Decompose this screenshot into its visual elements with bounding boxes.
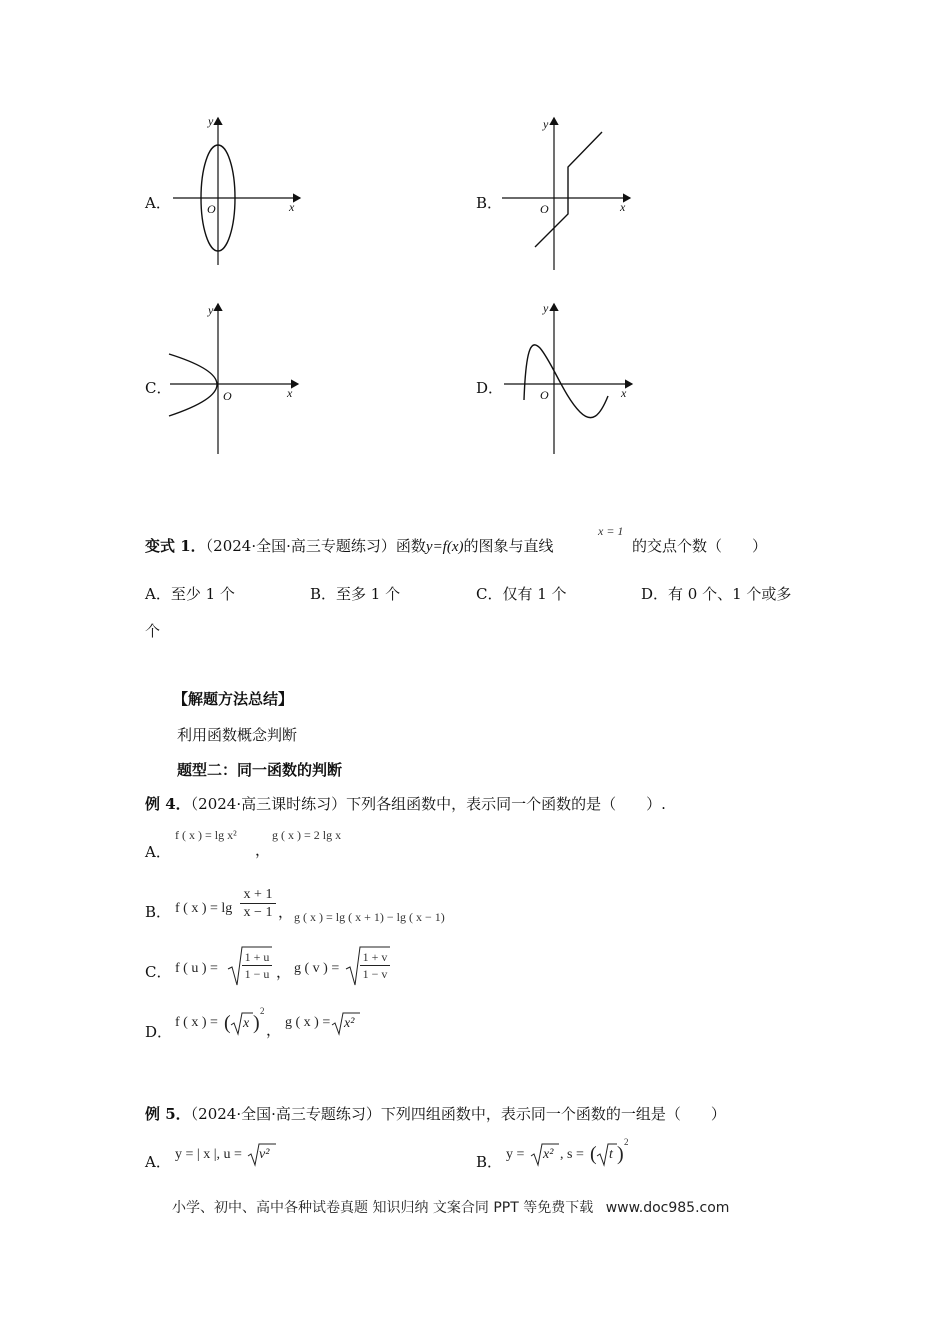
graph-c-label: C． [145,379,172,397]
origin-label: O [207,202,216,216]
example5-a-expr: y = | x |, u = [175,1147,242,1162]
footer-url[interactable]: www.doc985.com [605,1200,730,1216]
example4-d-g-rad: x² [344,1016,355,1031]
example4-a-g: g ( x ) = 2 lg x [272,828,342,842]
example5-source: （2024·全国·高三专题练习） [190,1105,381,1123]
example4-c-label: C． [145,963,172,981]
graph-a-ellipse [165,110,315,270]
example4-question [145,794,666,814]
type2-heading: 题型二：同一函数的判断 [177,761,343,779]
origin-label: O [540,202,549,216]
summary-title: 【解题方法总结】 [173,690,294,708]
example5-b-radical-2 [596,1142,618,1168]
variant1-text-3: 的交点个数（ ） [632,537,768,555]
axis-x-label: x [287,386,293,400]
example5-b-rad-2: t [609,1147,613,1162]
example4-c-f-fraction [242,949,272,982]
example4-a-label: A． [145,843,171,861]
example4-d-f-left: f ( x ) = [175,1015,218,1030]
example5-b-expr-2: , s = [560,1147,584,1162]
example4-c-f-num: 1 + u [244,950,270,964]
example4-d-rparen: ) [253,1012,260,1034]
example4-a-f: f ( x ) = lg x² [175,828,237,842]
example4-c-sep: ， [276,963,292,981]
axis-y-label: y [208,114,214,128]
variant1-prefix: 变式 1． [145,537,206,555]
variant1-text-2: 的图象与直线 [463,537,554,555]
origin-label: O [540,388,549,402]
example4-c-f-den: 1 − u [244,967,270,981]
example4-d-lparen: ( [224,1012,231,1034]
example4-c-g-num: 1 + v [362,950,388,964]
example4-b-f-left: f ( x ) = lg [175,901,233,916]
example4-d-exponent: 2 [260,1006,265,1016]
example5-b-lparen: ( [590,1143,597,1165]
origin-label: O [223,389,232,403]
variant1-line-eq: x = 1 [598,524,624,538]
graph-c-parabola [165,296,315,461]
example4-b-sep: ， [278,903,294,921]
example4-c-g-fraction [360,949,390,982]
example4-b-num: x + 1 [243,887,273,902]
example4-d-label: D． [145,1023,173,1041]
example5-a-rad: v² [259,1147,270,1162]
example4-d-f-rad: x [243,1016,250,1031]
example5-b-rad-1: x² [543,1147,554,1162]
variant1-option-b: B．至多 1 个 [310,585,401,603]
example5-text: 下列四组函数中，表示同一个函数的一组是（ ） [380,1105,726,1123]
summary-text: 利用函数概念判断 [177,726,298,744]
example4-c-f-left: f ( u ) = [175,961,218,976]
example4-b-den: x − 1 [243,905,273,920]
graph-d-cubic [500,296,650,461]
graph-b-piecewise [500,110,650,270]
example4-prefix: 例 4． [145,795,191,813]
example4-source: （2024·高三课时练习） [190,795,347,813]
example5-b-exponent: 2 [624,1137,629,1147]
example4-b-g: g ( x ) = lg ( x + 1) − lg ( x − 1) [294,910,445,924]
axis-x-label: x [620,200,626,214]
variant1-source: （2024·全国·高三专题练习） [205,537,396,555]
footer-text: 小学、初中、高中各种试卷真题 知识归纳 文案合同 PPT 等免费下载 [172,1200,594,1216]
example4-a-sep: ， [255,841,271,859]
variant1-func: y=f(x) [425,539,464,555]
example5-question [145,1104,726,1124]
variant1-option-d: D．有 0 个、1 个或多 [641,585,792,603]
footer [172,1197,729,1217]
example4-d-f-radical [230,1011,254,1037]
example4-c-g-left: g ( v ) = [294,961,340,976]
example5-b-label: B． [476,1153,503,1171]
variant1-text-1: 函数 [395,537,426,555]
variant1-option-a: A．至少 1 个 [145,585,235,603]
example4-c-g-den: 1 − v [362,967,388,981]
axis-y-label: y [208,303,214,317]
graph-d-label: D． [476,379,504,397]
axis-x-label: x [289,200,295,214]
example5-a-label: A． [145,1153,171,1171]
graph-b-label: B． [476,194,503,212]
axis-x-label: x [621,386,627,400]
example4-d-sep: ， [266,1021,282,1039]
example4-d-g-left: g ( x ) = [285,1015,331,1030]
axis-y-label: y [543,301,549,315]
variant1-option-c: C．仅有 1 个 [476,585,567,603]
example4-b-fraction [240,886,276,922]
variant1-question [145,536,554,557]
axis-y-label: y [543,117,549,131]
graph-a-label: A． [145,194,171,212]
example4-b-label: B． [145,903,172,921]
example5-b-expr-1: y = [506,1147,525,1162]
example5-b-rparen: ) [617,1143,624,1165]
example4-text: 下列各组函数中，表示同一个函数的是（ ）. [346,795,666,813]
example5-prefix: 例 5． [145,1105,191,1123]
variant1-option-d-wrap: 个 [145,622,161,640]
